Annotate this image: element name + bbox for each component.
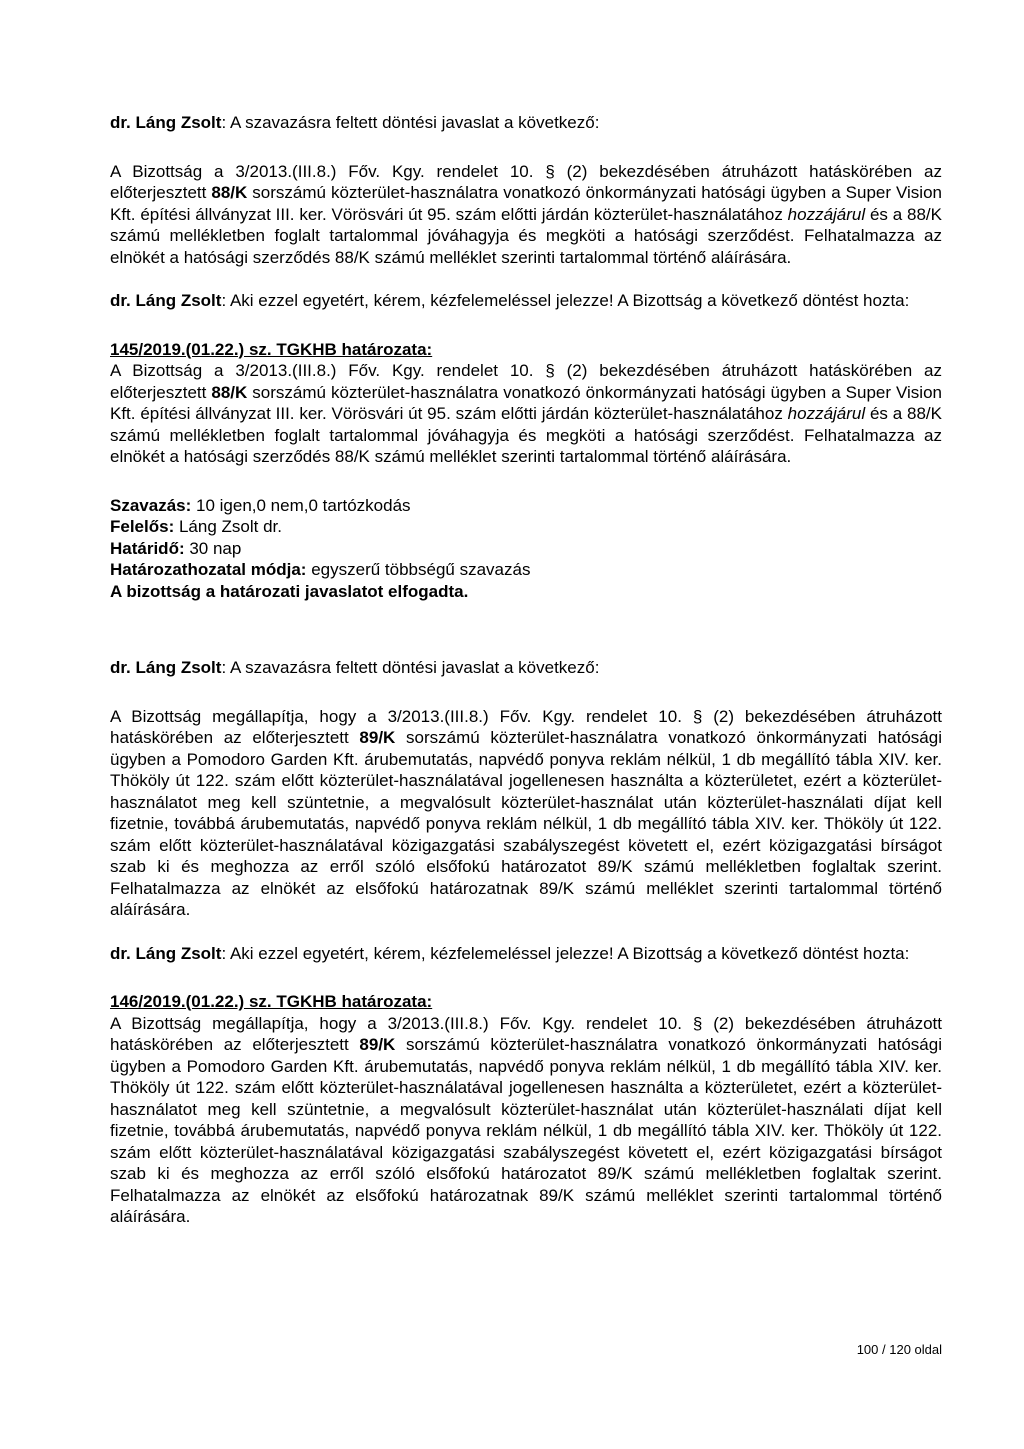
proposal-text: A Bizottság a 3/2013.(III.8.) Főv. Kgy. rendelet 10. § (2) bekezdésében átruházott hatáskörében az előterjesztett xyxy=(110,161,942,202)
speaker-name: dr. Láng Zsolt xyxy=(110,291,222,310)
intro-text: : A szavazásra feltett döntési javaslat a következő: xyxy=(221,658,600,677)
resolution-text: A Bizottság megállapítja, hogy a 3/2013.(III.8.) Főv. Kgy. rendelet 10. § (2) bekezdésében átruházott hatáskörében az előterjesztett xyxy=(110,1013,942,1054)
responsible-line xyxy=(110,516,942,538)
responsible-value: Láng Zsolt dr. xyxy=(174,517,282,536)
deadline-value: 30 nap xyxy=(184,538,242,558)
accepted-statement: A bizottság a határozati javaslatot elfogadta. xyxy=(110,581,469,601)
proposal-text: sorszámú közterület-használatra vonatkozó önkormányzati hatósági ügyben a Super Vision Kft. építési állványzat III. ker. Vörösvári út 95. szám előtti járdán közterület-használatához xyxy=(110,183,942,224)
resolution-paragraph-1 xyxy=(110,360,942,468)
call-paragraph-1 xyxy=(110,290,942,312)
proposal-text: A Bizottság megállapítja, hogy a 3/2013.(III.8.) Főv. Kgy. rendelet 10. § (2) bekezdésében átruházott hatáskörében az előterjesztett xyxy=(110,706,942,747)
vote-line xyxy=(110,495,942,517)
proposal-text: és a 88/K számú mellékletben foglalt tartalommal jóváhagyja és megköti a hatósági szerződést. Felhatalmazza az elnökét a hatósági szerződés 88/K számú melléklet szerinti tartalommal történő aláírására. xyxy=(110,204,942,267)
speaker-name: dr. Láng Zsolt xyxy=(110,113,222,132)
intro-paragraph-2 xyxy=(110,657,942,679)
call-text: : Aki ezzel egyetért, kérem, kézfelemeléssel jelezze! A Bizottság a következő döntést hozta: xyxy=(221,943,910,963)
page-number: 100 / 120 oldal xyxy=(856,1342,942,1357)
method-value: egyszerű többségű szavazás xyxy=(306,560,531,579)
document-page xyxy=(110,112,942,1228)
speaker-name: dr. Láng Zsolt xyxy=(110,658,222,677)
case-number: 89/K xyxy=(359,1035,396,1054)
deadline-line xyxy=(110,538,942,560)
deadline-label: Határidő: xyxy=(110,538,185,558)
resolution-text: A Bizottság a 3/2013.(III.8.) Főv. Kgy. rendelet 10. § (2) bekezdésében átruházott hatáskörében az előterjesztett xyxy=(110,361,942,402)
case-number: 89/K xyxy=(359,728,396,747)
resolution-title-1: 145/2019.(01.22.) sz. TGKHB határozata: xyxy=(110,339,433,359)
call-text: : Aki ezzel egyetért, kérem, kézfelemeléssel jelezze! A Bizottság a következő döntést hozta: xyxy=(221,291,910,310)
proposal-paragraph-1 xyxy=(110,161,942,269)
resolution-title-2: 146/2019.(01.22.) sz. TGKHB határozata: xyxy=(110,992,433,1011)
proposal-paragraph-2 xyxy=(110,706,942,921)
responsible-label: Felelős: xyxy=(110,517,175,536)
method-line xyxy=(110,559,942,581)
speaker-name: dr. Láng Zsolt xyxy=(110,943,222,963)
resolution-text: sorszámú közterület-használatra vonatkozó önkormányzati hatósági ügyben a Pomodoro Garden Kft. árubemutatás, napvédő ponyva reklám nélkül, 1 db megállító tábla XIV. ker. Thököly út 122. szám előtt közterület-használatával jogellenesen használta a közterületet, ezért a közterület-használatot meg kell szüntetnie, a megvalósult közterület-használat után közterület-használati díjat kell fizetnie, továbbá árubemutatás, napvédő ponyva reklám nélkül, 1 db megállító tábla XIV. ker. Thököly út 122. szám előtt közterület-használatával közigazgatási szabályszegést követett el, ezért közigazgatási bírságot szab ki és meghozza az erről szóló elsőfokú határozatot 89/K számú mellékletben foglaltak szerint. Felhatalmazza az elnökét az elsőfokú határozatnak 89/K számú melléklet szerinti tartalommal történő aláírására. xyxy=(110,1035,942,1226)
vote-value: 10 igen,0 nem,0 tartózkodás xyxy=(191,495,411,515)
resolution-text: sorszámú közterület-használatra vonatkozó önkormányzati hatósági ügyben a Super Vision Kft. építési állványzat III. ker. Vörösvári út 95. szám előtti járdán közterület-használatához xyxy=(110,382,942,423)
resolution-text: és a 88/K számú mellékletben foglalt tartalommal jóváhagyja és megköti a hatósági szerződést. Felhatalmazza az elnökét a hatósági szerződés 88/K számú melléklet szerinti tartalommal történő aláírására. xyxy=(110,404,942,466)
vote-label: Szavazás: xyxy=(110,495,192,515)
method-label: Határozathozatal módja: xyxy=(110,560,307,579)
resolution-paragraph-2 xyxy=(110,1013,942,1228)
case-number: 88/K xyxy=(211,382,248,402)
intro-paragraph-1 xyxy=(110,112,942,134)
decision-verb: hozzájárul xyxy=(787,204,866,224)
intro-text: : A szavazásra feltett döntési javaslat a következő: xyxy=(221,113,600,132)
decision-verb: hozzájárul xyxy=(787,404,866,423)
call-paragraph-2 xyxy=(110,943,942,965)
case-number: 88/K xyxy=(211,183,248,202)
proposal-text: sorszámú közterület-használatra vonatkozó önkormányzati hatósági ügyben a Pomodoro Garden Kft. árubemutatás, napvédő ponyva reklám nélkül, 1 db megállító tábla XIV. ker. Thököly út 122. szám előtt közterület-használatával jogellenesen használta a közterületet, ezért a közterület-használatot meg kell szüntetnie, a megvalósult közterület-használat után közterület-használati díjat kell fizetnie, továbbá árubemutatás, napvédő ponyva reklám nélkül, 1 db megállító tábla XIV. ker. Thököly út 122. szám előtt közterület-használatával közigazgatási szabályszegést követett el, ezért közigazgatási bírságot szab ki és meghozza az erről szóló elsőfokú határozatot 89/K számú mellékletben foglaltak szerint. Felhatalmazza az elnökét az elsőfokú határozatnak 89/K számú melléklet szerinti tartalommal történő aláírására. xyxy=(110,728,942,919)
